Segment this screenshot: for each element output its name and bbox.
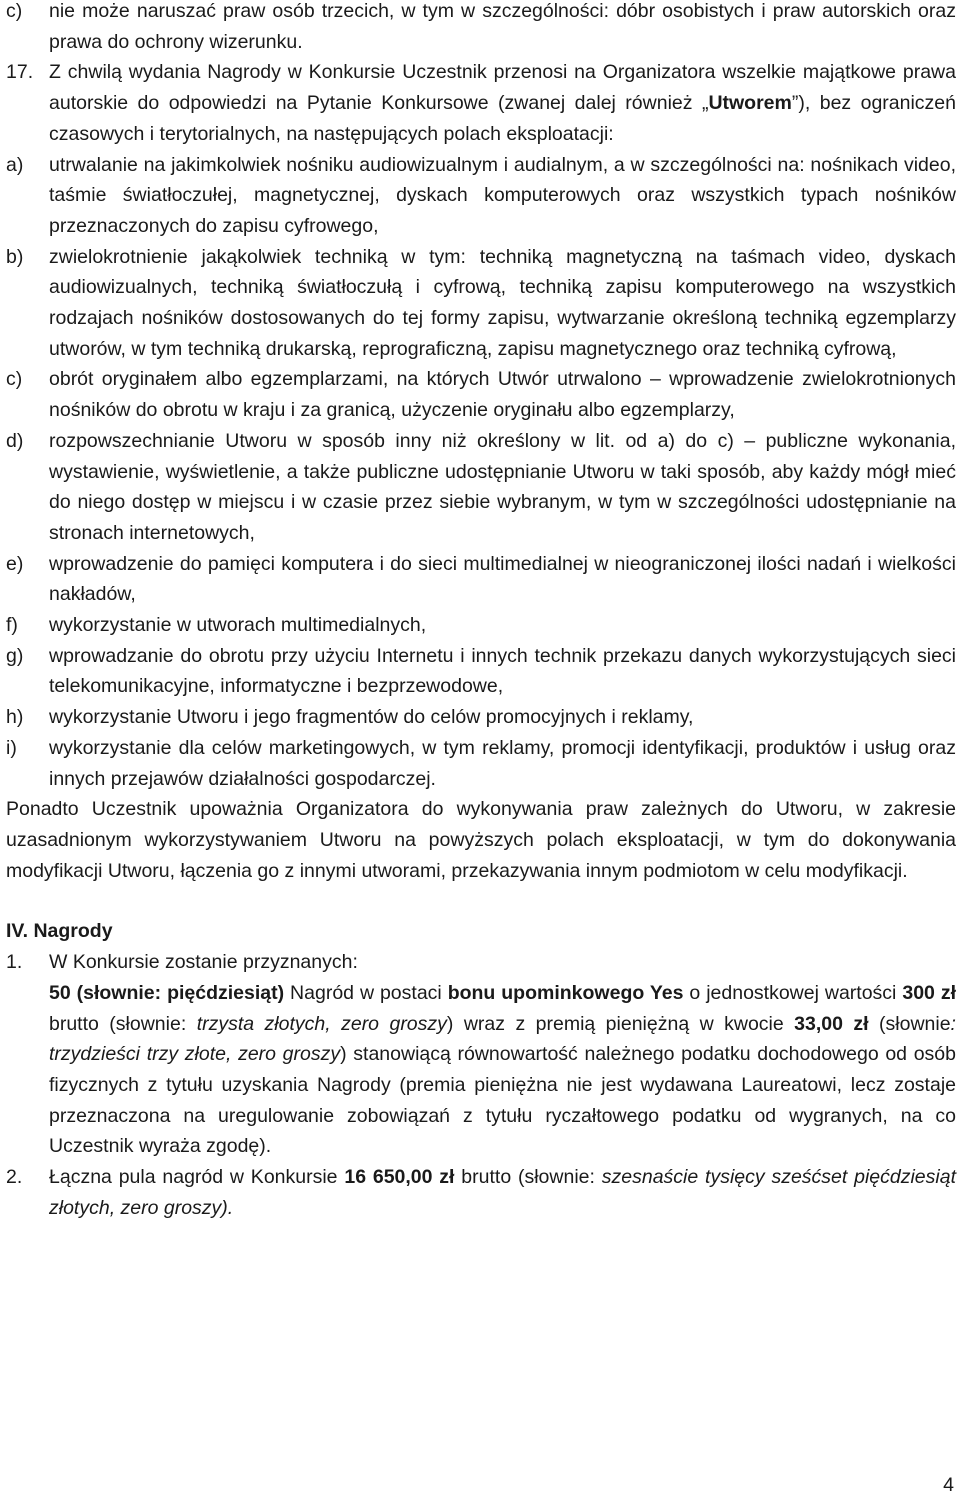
text-fragment: Nagród w postaci (284, 981, 448, 1004)
paragraph-text-end: ”), bez ograniczeń czasowych i terytorialnych, na następujących polach eksploatacji: (49, 92, 956, 145)
prize-value: 300 zł (902, 981, 956, 1004)
list-item-text: utrwalanie na jakimkolwiek nośniku audiowizualnym i audialnym, a w szczególności na: nośnikach video, taśmie światłoczułej, magnetycznej, dyskach komputerowych oraz wszystkich typach nośników przeznaczonych do zapisu cyfrowego, (49, 153, 956, 237)
exploitation-field-item (6, 242, 956, 365)
text-fragment: brutto (słownie: (454, 1166, 602, 1189)
text-fragment: Łączna pula nagród w Konkursie (49, 1166, 345, 1189)
point-intro: W Konkursie zostanie przyznanych: (49, 951, 358, 974)
pool-in-words: szesnaście tysięcy sześćset pięćdziesiąt złotych, zero groszy). (49, 1166, 957, 1219)
prize-pool-amount: 16 650,00 zł (344, 1166, 455, 1189)
section-heading: IV. Nagrody (6, 920, 113, 943)
bonus-amount: 33,00 zł (794, 1012, 869, 1035)
document-page (6, 0, 956, 1223)
exploitation-field-item (6, 426, 956, 549)
list-item-text: obrót oryginałem albo egzemplarzami, na których Utwór utrwalono – wprowadzenie zwielokrotnionych nośników do obrotu w kraju i za granicą, użyczenie oryginału albo egzemplarzy, (49, 368, 956, 422)
numbered-paragraph-17 (6, 57, 956, 149)
list-marker: h) (6, 706, 24, 729)
prize-description (49, 978, 956, 1162)
derived-rights-paragraph: Ponadto Uczestnik upoważnia Organizatora do wykonywania praw zależnych do Utworu, w zakresie uzasadnionym wykorzystywaniem Utworu na powyższych polach eksploatacji, w tym do dokonywania modyfikacji Utworu, łączenia go z innymi utworami, przekazywania innym podmiotom w celu modyfikacji. (6, 798, 956, 882)
list-marker: g) (6, 644, 24, 667)
point-number: 1. (6, 951, 23, 974)
list-item-text: wykorzystanie w utworach multimedialnych, (49, 614, 427, 637)
list-item-text: rozpowszechnianie Utworu w sposób inny niż określony w lit. od a) do c) – publiczne wykonania, wystawienie, wyświetlenie, a także publiczne udostępnianie Utworu w taki sposób, aby każdy mógł mieć do niego dostęp w miejscu i w czasie przez siebie wybranym, w tym w szczególności udostępnianie na stronach internetowych, (49, 429, 956, 544)
point-number: 2. (6, 1166, 23, 1189)
prize-count: 50 (słownie: pięćdziesiąt) (49, 981, 285, 1004)
exploitation-field-item (6, 610, 956, 641)
list-marker: f) (6, 614, 18, 637)
text-fragment: (słownie (868, 1012, 951, 1035)
exploitation-field-item (6, 641, 956, 702)
exploitation-field-item (6, 364, 956, 425)
text-fragment: brutto (słownie: (49, 1012, 197, 1035)
list-item-text: nie może naruszać praw osób trzecich, w tym w szczególności: dóbr osobistych i praw autorskich oraz prawa do ochrony wizerunku. (49, 0, 956, 53)
list-item (6, 0, 956, 57)
list-marker: c) (6, 368, 23, 391)
list-marker: d) (6, 429, 24, 452)
list-marker: b) (6, 245, 24, 268)
paragraph-text-start: Z chwilą wydania Nagrody w Konkursie Uczestnik przenosi na Organizatora wszelkie majątkowe prawa autorskie do odpowiedzi na Pytanie Konkursowe (zwanej dalej również „ (49, 61, 956, 115)
list-marker: i) (6, 736, 17, 759)
list-marker: c) (6, 0, 23, 22)
prize-name: bonu upominkowego Yes (447, 981, 684, 1004)
text-fragment: ) wraz z premią pieniężną w kwocie (446, 1012, 795, 1035)
exploitation-field-item (6, 733, 956, 794)
paragraph-number: 17. (6, 61, 34, 84)
defined-term: Utworem (708, 92, 792, 115)
page-number: 4 (943, 1474, 954, 1496)
prize-point-1 (6, 947, 956, 1162)
prize-point-2 (6, 1162, 956, 1223)
text-fragment: o jednostkowej wartości (683, 981, 903, 1004)
exploitation-field-item (6, 150, 956, 242)
list-item-text: wprowadzanie do obrotu przy użyciu Internetu i innych technik przekazu danych wykorzystujących sieci telekomunikacyjne, informatyczne i bezprzewodowe, (49, 644, 956, 698)
list-marker: e) (6, 552, 24, 575)
list-item-text: wprowadzenie do pamięci komputera i do sieci multimedialnej w nieograniczonej ilości nadań i wielkości nakładów, (49, 552, 956, 606)
list-item-text: wykorzystanie Utworu i jego fragmentów do celów promocyjnych i reklamy, (49, 706, 694, 729)
exploitation-field-item (6, 702, 956, 733)
list-marker: a) (6, 153, 24, 176)
spacer (6, 886, 956, 916)
bonus-in-words: : trzydzieści trzy złote, zero groszy (49, 1012, 956, 1066)
text-fragment: ) stanowiącą równowartość należnego podatku dochodowego od osób fizycznych z tytułu uzyskania Nagrody (premia pieniężna nie jest wydawana Laureatowi, lecz zostaje przeznaczona na uregulowanie zobowiązań z tytułu ryczałtowego podatku od wygranych, na co Uczestnik wyraża zgodę). (49, 1043, 956, 1158)
value-in-words: trzysta złotych, zero groszy (196, 1012, 447, 1035)
list-item-text: wykorzystanie dla celów marketingowych, w tym reklamy, promocji identyfikacji, produktów i usług oraz innych przejawów działalności gospodarczej. (49, 736, 956, 790)
exploitation-field-item (6, 549, 956, 610)
list-item-text: zwielokrotnienie jakąkolwiek techniką w tym: techniką magnetyczną na taśmach video, dyskach audiowizualnych, techniką światłoczułą i cyfrową, techniką zapisu komputerowego na wszystkich rodzajach nośników dostosowanych do tej formy zapisu, wytwarzanie określoną techniką egzemplarzy utworów, w tym techniką drukarską, reprograficzną, zapisu magnetycznego oraz techniką cyfrową, (49, 245, 956, 360)
